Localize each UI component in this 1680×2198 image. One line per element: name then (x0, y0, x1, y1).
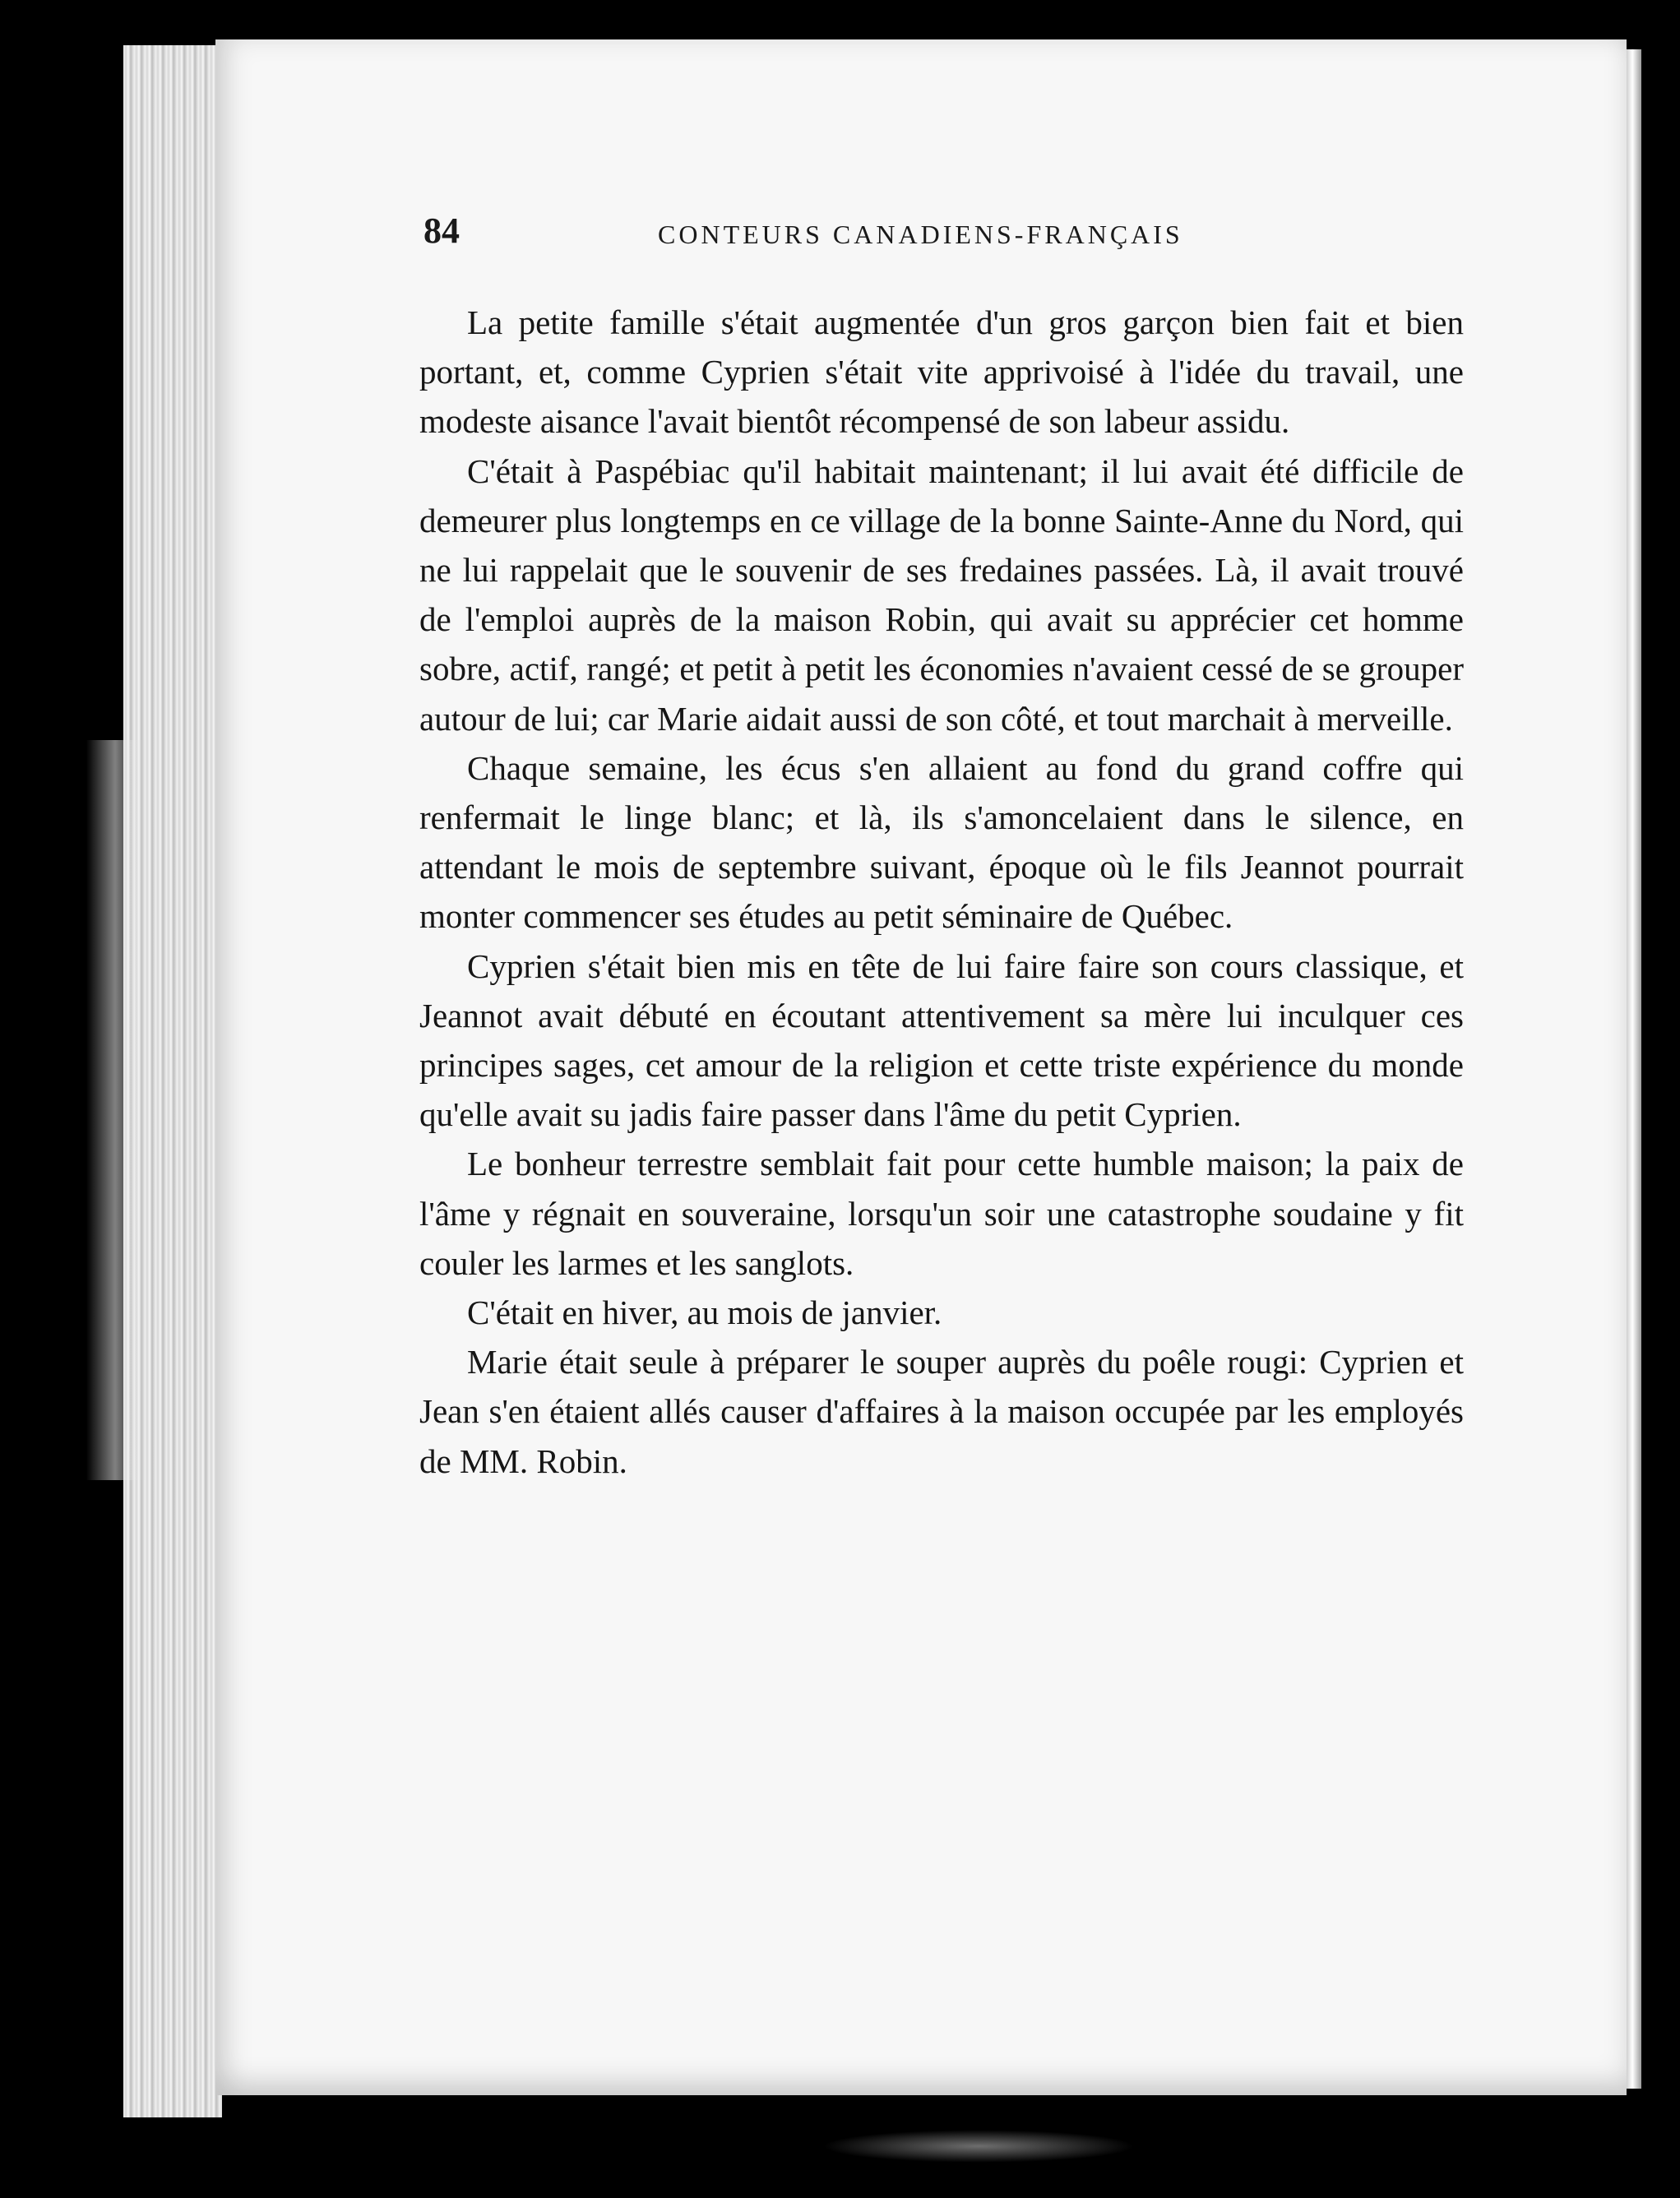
running-title: CONTEURS CANADIENS-FRANÇAIS (658, 220, 1183, 249)
paragraph: C'était en hiver, au mois de janvier. (467, 1293, 942, 1332)
paragraph: La petite famille s'était augmentée d'un gros garçon bien fait et bien portant, et, comme Cyprien s'était vite apprivoisé à l'idée du travail, une modeste aisance l'avait bientôt récompensé de son labeur assidu. (419, 303, 1464, 441)
paragraph: Le bonheur terrestre semblait fait pour cette humble maison; la paix de l'âme y régnait en souveraine, lorsqu'un soir une catastrophe soudaine y fit couler les larmes et les sanglots. (419, 1145, 1464, 1282)
paragraph: Cyprien s'était bien mis en tête de lui faire faire son cours classique, et Jeannot avait débuté en écoutant attentivement sa mère lui inculquer ces principes sages, cet amour de la religion et cette triste expérience du monde qu'elle avait su jadis faire passer dans l'âme du petit Cyprien. (419, 946, 1464, 1134)
body-text (419, 298, 1464, 1486)
paragraph: Chaque semaine, les écus s'en allaient au fond du grand coffre qui renfermait le linge blanc; et là, ils s'amoncelaient dans le silence, en attendant le mois de septembre suivant, époque où le fils Jeannot pourrait monter commencer ses études au petit séminaire de Québec. (419, 748, 1464, 936)
paragraph: C'était à Paspébiac qu'il habitait maintenant; il lui avait été difficile de demeurer plus longtemps en ce village de la bonne Sainte-Anne du Nord, qui ne lui rappelait que le souvenir de ses fredaines passées. Là, il avait trouvé de l'emploi auprès de la maison Robin, qui avait su apprécier cet homme sobre, actif, rangé; et petit à petit les économies n'avaient cessé de se grouper autour de lui; car Marie aidait aussi de son côté, et tout marchait à merveille. (419, 451, 1464, 738)
scan-smudge (822, 2130, 1135, 2163)
page-right-edge (1627, 49, 1641, 2089)
page-header (423, 210, 1254, 267)
page-shadow (86, 740, 144, 1480)
paragraph: Marie était seule à préparer le souper auprès du poêle rougi: Cyprien et Jean s'en étaient allés causer d'affaires à la maison occupée par les employés de MM. Robin. (419, 1343, 1464, 1480)
page-number: 84 (423, 211, 460, 251)
